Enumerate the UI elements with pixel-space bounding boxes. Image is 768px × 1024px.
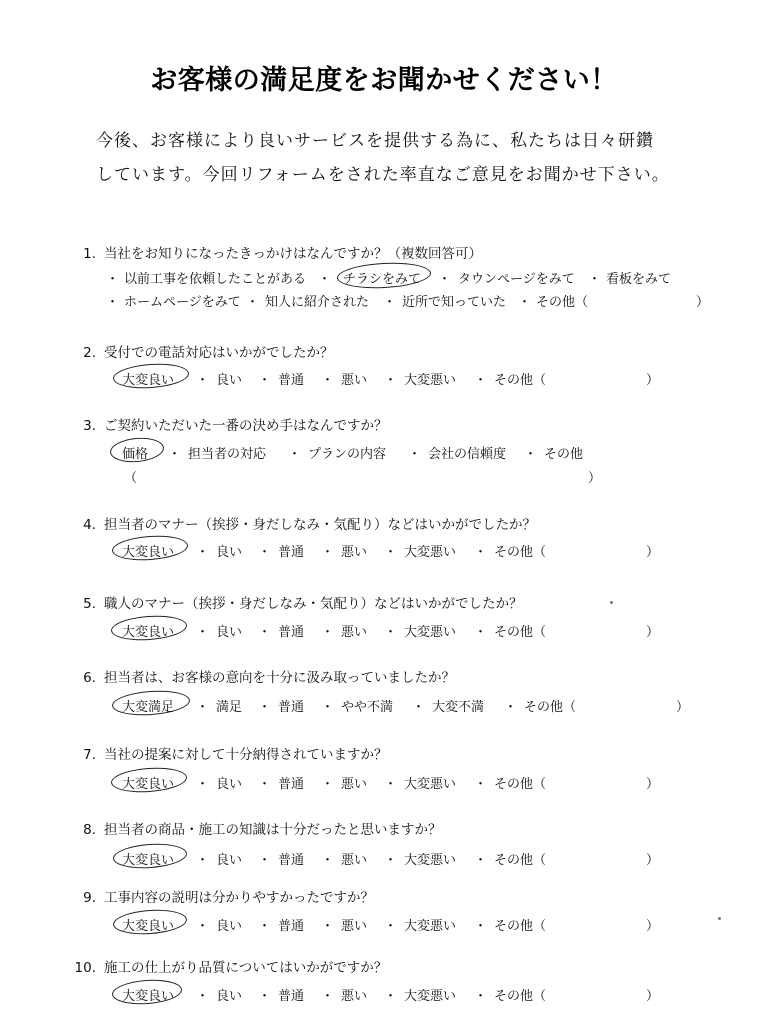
- separator: ・: [524, 447, 538, 462]
- paren-close: ）: [676, 700, 690, 715]
- paren-close: ）: [696, 295, 710, 310]
- option-bad[interactable]: 悪い: [341, 919, 368, 934]
- question-number: 8.: [83, 822, 96, 838]
- separator: ・: [196, 373, 210, 388]
- separator: ・: [474, 919, 488, 934]
- option-bad[interactable]: 悪い: [341, 853, 368, 868]
- question-text: 施工の仕上がり品質についてはいかがですか？: [104, 960, 388, 976]
- separator: ・: [258, 373, 272, 388]
- separator: ・: [318, 272, 332, 287]
- option-other[interactable]: その他（: [494, 853, 547, 868]
- option-other[interactable]: その他（: [494, 545, 547, 560]
- option-other[interactable]: その他（: [524, 700, 577, 715]
- separator: ・: [258, 700, 272, 715]
- option-good[interactable]: 良い: [216, 919, 243, 934]
- question-text: 担当者のマナー（挨拶・身だしなみ・気配り）などはいかがでしたか？: [104, 517, 536, 533]
- question-2: [74, 341, 334, 361]
- separator: ・: [196, 625, 210, 640]
- separator: ・: [384, 625, 398, 640]
- option-average[interactable]: 普通: [278, 625, 305, 640]
- separator: ・: [196, 700, 210, 715]
- option-average[interactable]: 普通: [278, 373, 305, 388]
- separator: ・: [588, 272, 602, 287]
- option-very-good[interactable]: 大変良い: [122, 625, 175, 640]
- option-somewhat-dissatisfied[interactable]: やや不満: [341, 700, 394, 715]
- option-plan-content[interactable]: プランの内容: [308, 447, 387, 462]
- separator: ・: [474, 373, 488, 388]
- option-good[interactable]: 良い: [216, 373, 243, 388]
- option-very-good[interactable]: 大変良い: [122, 919, 175, 934]
- separator: ・: [258, 989, 272, 1004]
- question-text: 担当者の商品・施工の知識は十分だったと思いますか？: [104, 822, 442, 838]
- question-text: ご契約いただいた一番の決め手はなんですか？: [104, 418, 388, 434]
- separator: ・: [321, 777, 335, 792]
- option-bad[interactable]: 悪い: [341, 777, 368, 792]
- paren-open: （: [124, 471, 138, 486]
- question-1: [74, 242, 482, 262]
- question-4: [74, 513, 536, 533]
- paren-close: ）: [646, 373, 660, 388]
- separator: ・: [321, 700, 335, 715]
- question-text: 当社の提案に対して十分納得されていますか？: [104, 747, 388, 763]
- separator: ・: [384, 545, 398, 560]
- option-very-bad[interactable]: 大変悪い: [404, 373, 457, 388]
- option-other[interactable]: その他（: [494, 919, 547, 934]
- separator: ・: [384, 919, 398, 934]
- separator: ・: [474, 853, 488, 868]
- separator: ・: [246, 295, 260, 310]
- question-6: [74, 666, 455, 686]
- question-5: [74, 592, 523, 612]
- option-homepage[interactable]: ホームページをみて: [124, 295, 241, 310]
- question-text: 工事内容の説明は分かりやすかったですか？: [104, 890, 374, 906]
- option-good[interactable]: 良い: [216, 545, 243, 560]
- option-town-pages[interactable]: タウンページをみて: [458, 272, 575, 287]
- option-bad[interactable]: 悪い: [341, 545, 368, 560]
- option-very-good[interactable]: 大変良い: [122, 373, 175, 388]
- option-satisfied[interactable]: 満足: [216, 700, 243, 715]
- question-number: 10.: [74, 960, 96, 976]
- option-other[interactable]: その他（: [536, 295, 589, 310]
- paren-close: ）: [588, 471, 602, 486]
- separator: ・: [258, 625, 272, 640]
- intro-line-1: 今後、お客様により良いサービスを提供する為に、私たちは日々研鑽: [96, 131, 654, 151]
- option-very-good[interactable]: 大変良い: [122, 853, 175, 868]
- option-bad[interactable]: 悪い: [341, 373, 368, 388]
- question-8: [74, 818, 442, 838]
- question-number: 2.: [83, 345, 96, 361]
- scan-speck: [718, 917, 721, 920]
- separator: ・: [321, 919, 335, 934]
- option-average[interactable]: 普通: [278, 853, 305, 868]
- option-price[interactable]: 価格: [122, 447, 149, 462]
- option-very-good[interactable]: 大変良い: [122, 989, 175, 1004]
- option-very-bad[interactable]: 大変悪い: [404, 919, 457, 934]
- question-number: 3.: [83, 418, 96, 434]
- question-9: [74, 886, 374, 906]
- question-3: [74, 414, 388, 434]
- paren-close: ）: [646, 853, 660, 868]
- separator: ・: [321, 625, 335, 640]
- option-good[interactable]: 良い: [216, 989, 243, 1004]
- option-previous-work[interactable]: 以前工事を依頼したことがある: [124, 272, 307, 287]
- question-number: 7.: [83, 747, 96, 763]
- question-number: 9.: [83, 890, 96, 906]
- separator: ・: [258, 853, 272, 868]
- paren-close: ）: [646, 545, 660, 560]
- option-very-good[interactable]: 大変良い: [122, 777, 175, 792]
- option-bad[interactable]: 悪い: [341, 625, 368, 640]
- separator: ・: [408, 447, 422, 462]
- separator: ・: [168, 447, 182, 462]
- paren-close: ）: [646, 989, 660, 1004]
- separator: ・: [106, 272, 120, 287]
- separator: ・: [474, 625, 488, 640]
- question-text: 当社をお知りになったきっかけはなんですか？（複数回答可）: [104, 246, 482, 262]
- scan-speck: [610, 601, 613, 604]
- option-bad[interactable]: 悪い: [341, 989, 368, 1004]
- separator: ・: [258, 545, 272, 560]
- separator: ・: [321, 853, 335, 868]
- option-nearby[interactable]: 近所で知っていた: [402, 295, 507, 310]
- option-average[interactable]: 普通: [278, 919, 305, 934]
- option-average[interactable]: 普通: [278, 777, 305, 792]
- separator: ・: [474, 545, 488, 560]
- option-other[interactable]: その他（: [494, 625, 547, 640]
- separator: ・: [504, 700, 518, 715]
- separator: ・: [106, 295, 120, 310]
- question-number: 1.: [83, 246, 96, 262]
- separator: ・: [384, 853, 398, 868]
- question-number: 5.: [83, 596, 96, 612]
- separator: ・: [474, 989, 488, 1004]
- option-average[interactable]: 普通: [278, 700, 305, 715]
- paren-close: ）: [646, 919, 660, 934]
- separator: ・: [321, 545, 335, 560]
- separator: ・: [321, 373, 335, 388]
- separator: ・: [196, 545, 210, 560]
- question-text: 担当者は、お客様の意向を十分に汲み取っていましたか？: [104, 670, 455, 686]
- option-good[interactable]: 良い: [216, 625, 243, 640]
- option-average[interactable]: 普通: [278, 989, 305, 1004]
- separator: ・: [383, 295, 397, 310]
- option-other[interactable]: その他（: [494, 373, 547, 388]
- separator: ・: [474, 777, 488, 792]
- separator: ・: [384, 989, 398, 1004]
- question-7: [74, 743, 388, 763]
- option-other[interactable]: その他: [544, 447, 584, 462]
- option-signboard[interactable]: 看板をみて: [606, 272, 672, 287]
- intro-line-2: しています。今回リフォームをされた率直なご意見をお聞かせ下さい。: [96, 165, 670, 185]
- option-flyer[interactable]: チラシをみて: [343, 272, 422, 287]
- option-good[interactable]: 良い: [216, 777, 243, 792]
- separator: ・: [258, 919, 272, 934]
- option-very-bad[interactable]: 大変悪い: [404, 545, 457, 560]
- paren-close: ）: [646, 625, 660, 640]
- separator: ・: [196, 777, 210, 792]
- separator: ・: [384, 777, 398, 792]
- option-very-bad[interactable]: 大変悪い: [404, 777, 457, 792]
- option-good[interactable]: 良い: [216, 853, 243, 868]
- option-very-bad[interactable]: 大変悪い: [404, 625, 457, 640]
- question-number: 4.: [83, 517, 96, 533]
- separator: ・: [384, 373, 398, 388]
- option-very-bad[interactable]: 大変悪い: [404, 853, 457, 868]
- option-very-bad[interactable]: 大変悪い: [404, 989, 457, 1004]
- paren-close: ）: [646, 777, 660, 792]
- option-referral[interactable]: 知人に紹介された: [265, 295, 370, 310]
- question-10: [60, 956, 387, 976]
- page-title: お客様の満足度をお聞かせください！: [150, 65, 618, 96]
- separator: ・: [438, 272, 452, 287]
- separator: ・: [518, 295, 532, 310]
- question-text: 受付での電話対応はいかがでしたか？: [104, 345, 334, 361]
- question-text: 職人のマナー（挨拶・身だしなみ・気配り）などはいかがでしたか？: [104, 596, 523, 612]
- separator: ・: [196, 853, 210, 868]
- option-very-good[interactable]: 大変良い: [122, 545, 175, 560]
- separator: ・: [412, 700, 426, 715]
- option-other[interactable]: その他（: [494, 989, 547, 1004]
- option-very-dissatisfied[interactable]: 大変不満: [432, 700, 485, 715]
- option-company-trust[interactable]: 会社の信頼度: [428, 447, 507, 462]
- option-staff-response[interactable]: 担当者の対応: [188, 447, 267, 462]
- option-very-satisfied[interactable]: 大変満足: [122, 700, 175, 715]
- separator: ・: [321, 989, 335, 1004]
- separator: ・: [288, 447, 302, 462]
- separator: ・: [196, 989, 210, 1004]
- option-average[interactable]: 普通: [278, 545, 305, 560]
- separator: ・: [258, 777, 272, 792]
- separator: ・: [196, 919, 210, 934]
- question-number: 6.: [83, 670, 96, 686]
- option-other[interactable]: その他（: [494, 777, 547, 792]
